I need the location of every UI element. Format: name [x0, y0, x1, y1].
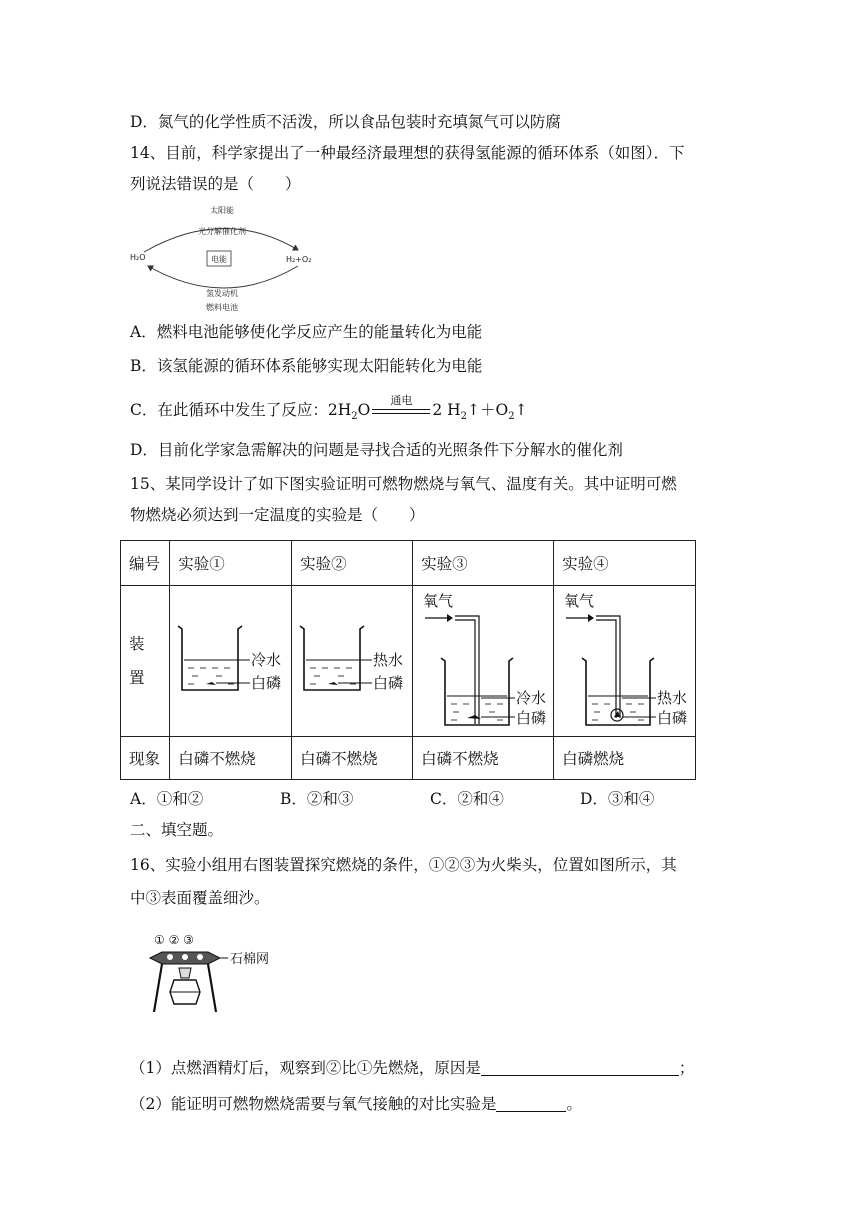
q16-stem-line2: 中③表面覆盖细沙。	[130, 889, 270, 907]
eq-sub3: 2	[508, 411, 515, 423]
arrow-right-icon	[447, 614, 453, 622]
experiment-table	[120, 540, 696, 780]
diagram-bottom-label2: 燃料电池	[206, 303, 238, 312]
eq-left: 2H	[327, 401, 352, 419]
arrow-right-icon	[588, 614, 594, 622]
q15-stem-line1: 15、某同学设计了如下图实验证明可燃物燃烧与氧气、温度有关。其中证明可燃	[130, 475, 677, 493]
choice-b: B．②和③	[280, 790, 354, 808]
phosphorus-label: 白磷	[373, 674, 404, 692]
q13-option-d: D．氮气的化学性质不活泼，所以食品包装时充填氮气可以防腐	[130, 113, 561, 131]
device-label	[121, 586, 170, 737]
sub2-end: 。	[566, 1095, 582, 1113]
observation-cell: 白磷燃烧	[554, 737, 696, 780]
q14-option-d: D．目前化学家急需解决的问题是寻找合适的光照条件下分解水的催化剂	[130, 441, 623, 459]
phosphorus-label: 白磷	[516, 709, 547, 727]
table-header-row	[121, 541, 696, 586]
gas-tube	[455, 616, 479, 724]
eq-condition: 通电	[390, 394, 413, 407]
q16-sub1	[130, 1058, 694, 1078]
header-cell: 编号	[121, 541, 170, 586]
q16-stem-line1: 16、实验小组用右图装置探究燃烧的条件，①②③为火柴头，位置如图所示，其	[130, 856, 677, 874]
phosphorus-icon	[206, 682, 216, 685]
phosphorus-icon	[328, 682, 338, 685]
q16-sub2	[130, 1094, 582, 1114]
answer-blank-2[interactable]	[496, 1095, 566, 1112]
apparatus-2	[292, 586, 413, 737]
oxygen-label: 氧气	[564, 592, 595, 610]
cycle-arrow-bottom	[148, 266, 298, 288]
beaker-icon	[300, 626, 364, 690]
observation-cell: 白磷不燃烧	[170, 737, 292, 780]
diagram-right-label: H₂+O₂	[286, 255, 312, 264]
phosphorus-label: 白磷	[251, 674, 282, 692]
water-label: 冷水	[251, 651, 282, 669]
choice-d: D．③和④	[580, 790, 655, 808]
table-device-row	[121, 586, 696, 737]
burner-tripod-diagram	[148, 930, 288, 1016]
equals-arrow	[372, 394, 430, 418]
sub1-end: ；	[678, 1059, 695, 1077]
water-label: 热水	[657, 689, 688, 707]
gas-tube	[596, 616, 620, 718]
q14-stem-line2: 列说法错误的是（ ）	[130, 175, 301, 193]
section-title: 二、填空题。	[130, 821, 224, 839]
water-label: 热水	[373, 651, 404, 669]
eq-right1: 2 H	[432, 401, 461, 419]
eq-sub1: 2	[351, 411, 358, 423]
diagram-bottom-label1: 氢发动机	[206, 289, 238, 298]
choice-c: C．②和④	[430, 790, 504, 808]
option-c-prefix: C．在此循环中发生了反应：	[130, 401, 328, 419]
beaker-icon	[178, 626, 242, 690]
eq-sub2: 2	[460, 411, 468, 423]
phosphorus-label: 白磷	[657, 709, 688, 727]
oxygen-label: 氧气	[423, 592, 454, 610]
eq-mid: O	[357, 401, 371, 419]
hydrogen-cycle-diagram	[126, 202, 326, 314]
diagram-center-label: 电能	[211, 255, 227, 264]
observation-cell: 白磷不燃烧	[413, 737, 554, 780]
q14-option-c	[130, 394, 528, 427]
answer-blank-1[interactable]	[481, 1059, 679, 1076]
observation-label: 现象	[121, 737, 170, 780]
header-cell: 实验④	[554, 541, 696, 586]
apparatus-4	[554, 586, 696, 737]
diagram-top-label: 太阳能	[210, 206, 234, 215]
q14-stem-line1: 14、目前，科学家提出了一种最经济最理想的获得氢能源的循环体系（如图）．下	[130, 144, 685, 162]
diagram-top-sub-label: 光分解催化剂	[198, 227, 246, 236]
header-cell: 实验①	[170, 541, 292, 586]
observation-cell: 白磷不燃烧	[292, 737, 413, 780]
header-cell: 实验③	[413, 541, 554, 586]
choice-a: A．①和②	[130, 790, 204, 808]
gauze-label: 石棉网	[230, 952, 270, 967]
flame-icon	[179, 968, 191, 978]
tripod-leg	[154, 964, 162, 1012]
sub1-text: （1）点燃酒精灯后，观察到②比①先燃烧，原因是	[130, 1059, 481, 1077]
q15-stem-line2: 物燃烧必须达到一定温度的实验是（ ）	[130, 506, 425, 524]
match-markers: ① ② ③	[154, 933, 194, 947]
device-label-2: 置	[129, 669, 145, 687]
apparatus-3	[413, 586, 554, 737]
device-label-1: 装	[129, 635, 145, 653]
eq-right2: ↑＋O	[467, 401, 509, 419]
beaker-icon	[441, 658, 513, 725]
table-observation-row	[121, 737, 696, 780]
tripod-leg	[208, 964, 216, 1012]
q14-option-b: B．该氢能源的循环体系能够实现太阳能转化为电能	[130, 357, 483, 375]
water-label: 冷水	[516, 689, 547, 707]
diagram-left-label: H₂O	[130, 253, 146, 262]
q14-option-a: A．燃料电池能够使化学反应产生的能量转化为电能	[130, 323, 483, 341]
apparatus-1	[170, 586, 292, 737]
eq-right3: ↑	[514, 401, 528, 419]
header-cell: 实验②	[292, 541, 413, 586]
sub2-text: （2）能证明可燃物燃烧需要与氧气接触的对比实验是	[130, 1095, 497, 1113]
